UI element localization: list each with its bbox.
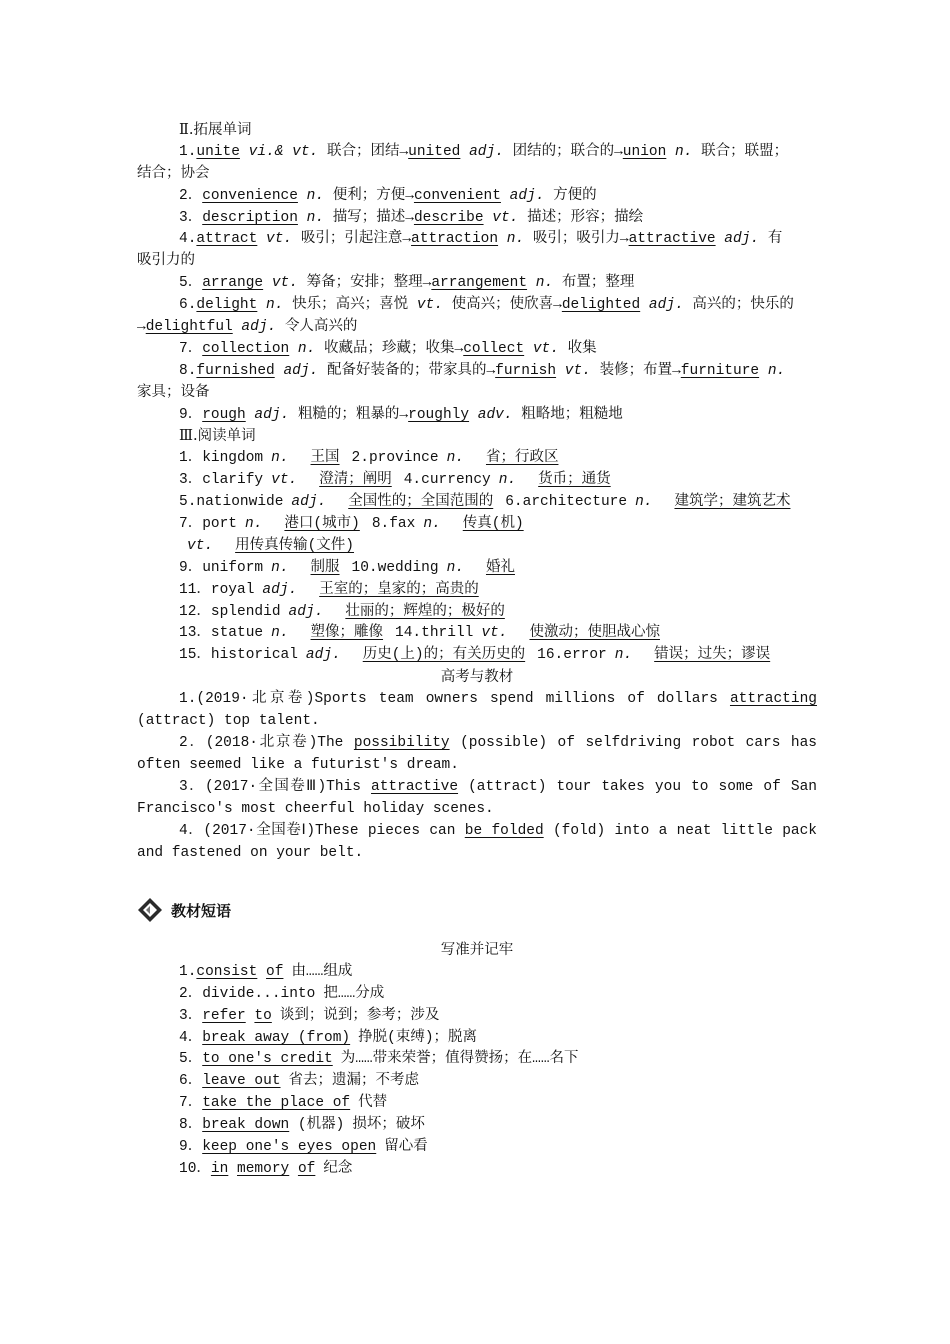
phrase-num: 8． [179,1117,203,1134]
read-ans: 错误；过失；谬误 [654,647,771,664]
read-pos: adj. [305,647,341,664]
read-num: 1． [179,450,203,467]
phrase-meaning: 代替 [358,1095,388,1112]
read-num: 15． [179,647,211,664]
expand-item-8: 8.furnished adj. 配备好装备的；带家具的→furnish vt. 装修；布置→furniture n. [179,362,786,379]
read-num: 16. [537,647,564,664]
expand-item-2: 2．convenience n. 便利；方便→convenient adj. 方便的 [179,187,597,204]
gaokao-heading: 高考与教材 [440,669,514,686]
phrase-meaning: 纪念 [323,1160,353,1177]
read-pos: n. [423,516,441,533]
phrase-list [137,962,817,1181]
phrase-meaning: 挣脱(束缚)；脱离 [358,1029,478,1046]
read-ans: 塑像；雕像 [310,625,384,642]
read-num: 13． [179,625,211,642]
read-word: historical [210,647,298,664]
read-row [137,448,817,470]
read-pos: n. [614,647,633,664]
expand-item-5: 5．arrange vt. 筹备；安排；整理→arrangement n. 布置；整理 [179,275,635,292]
phrase-meaning: 谈到；说到；参考；涉及 [279,1007,440,1024]
read-num: 7． [179,516,203,533]
vocab-page [137,120,817,864]
gaokao-item-2: 2．(2018·北京卷)The possibility (possible) of selfdriving robot cars has often seemed like a futurist's dream. [137,734,818,773]
read-ans: 王室的；皇家的；高贵的 [319,581,479,598]
read-word-entry [179,580,479,602]
phrase-num: 3． [179,1007,203,1024]
phrase-text: break away (from) [202,1029,351,1046]
read-word: uniform [202,559,264,576]
phrases-subheading: 写准并记牢 [440,942,514,958]
read-word-entry [404,470,611,492]
gaokao-item-3: 3．(2017·全国卷Ⅲ)This attractive (attract) tour takes you to some of San Francisco's most cheerful holiday scenes. [137,778,817,817]
phrase-text [289,1161,298,1177]
expand-item-9: 9．rough adj. 粗糙的；粗暴的→roughly adv. 粗略地；粗糙地 [179,406,623,423]
read-num: 9． [179,559,203,576]
phrase-num: 4． [179,1029,203,1046]
phrase-text: (机器) [289,1117,345,1134]
read-num: 11． [179,581,211,598]
phrase-num: 9． [179,1139,203,1156]
phrase-meaning: 由……组成 [291,963,353,980]
read-pos: adj. [291,494,327,511]
read-pos: n. [271,559,289,576]
phrase-item [137,1137,817,1159]
read-ans: 全国性的；全国范围的 [348,494,494,511]
read-pos: n. [446,559,464,576]
read-word-entry [179,470,392,492]
read-row [137,492,817,514]
read-word-entry [179,448,340,470]
read-num: 6. [505,494,523,511]
read-word-entry [372,514,524,536]
expand-item-4: 4.attract vt. 吸引；引起注意→attraction n. 吸引；吸引力→attractive adj. 有 [179,231,783,248]
phrase-meaning: 为……带来荣誉；值得赞扬；在……名下 [340,1051,579,1068]
phrase-num: 6． [179,1073,203,1090]
read-ans: 壮丽的；辉煌的；极好的 [345,603,505,620]
phrase-num: 1. [179,963,197,980]
read-num: 10. [351,559,378,576]
read-num: 4. [403,472,422,489]
expand-heading: Ⅱ.拓展单词 [179,122,252,138]
phrase-item [137,1071,817,1093]
phrase-meaning: 留心看 [384,1139,428,1156]
read-word: province [368,450,439,467]
read-word: thrill [421,625,474,642]
read-pos: n. [446,450,464,467]
phrase-text: consist [196,963,258,980]
section-title: 教材短语 [171,901,232,920]
read-word: currency [421,472,491,489]
read-word: kingdom [202,450,264,467]
phrase-text: of [266,963,284,980]
read-row [137,645,817,667]
read-word-entry [352,448,559,470]
read-pos: vt. [187,537,214,554]
phrase-item [137,1093,817,1115]
phrase-text: to one's credit [202,1051,333,1068]
read-ans: 使激动；使胆战心惊 [529,625,660,642]
read-ans: 历史(上)的；有关历史的 [362,647,526,664]
phrase-text [257,964,266,980]
expand-item-8-cont: 家具；设备 [137,384,210,401]
read-word: clarify [202,472,264,489]
read-pos: vt. [271,472,298,489]
read-word: nationwide [196,494,284,511]
read-num: 5. [179,494,197,511]
phrase-text: to [254,1007,272,1024]
phrase-text: in [210,1160,229,1177]
phrases-block [137,940,817,1181]
phrase-meaning: 省去；遗漏；不考虑 [288,1073,420,1090]
read-row [137,514,817,536]
phrase-meaning: 把……分成 [323,985,385,1002]
read-row [137,623,817,645]
read-row [137,558,817,580]
read-heading: Ⅲ.阅读单词 [179,428,256,445]
phrase-text: refer [202,1007,246,1024]
read-num: 12． [179,603,211,620]
read-num: 3． [179,472,203,489]
expand-item-6: 6.delight n. 快乐；高兴；喜悦 vt. 使高兴；使欣喜→delighted adj. 高兴的；快乐的 [179,297,794,314]
expand-item-1-cont: 结合；协会 [137,165,210,182]
read-ans: 澄清；阐明 [319,472,392,489]
read-pos: n. [245,516,263,533]
read-word-entry [179,645,525,667]
phrase-text: leave out [202,1073,281,1090]
read-word-entry [537,645,770,667]
read-word: fax [389,516,416,533]
read-ans: 传真(机) [462,516,524,533]
read-word: architecture [522,494,628,511]
read-word-entry [179,514,360,536]
phrase-item [137,1049,817,1071]
read-ans: 用传真传输(文件) [235,537,355,554]
expand-item-1: 1.unite vi.& vt. 联合；团结→united adj. 团结的；联合的→union n. 联合；联盟； [179,143,789,160]
read-pos: n. [498,472,517,489]
read-word: port [202,516,238,533]
read-row [137,602,817,624]
read-row [137,580,817,602]
expand-item-3: 3．description n. 描写；描述→describe vt. 描述；形容；描绘 [179,209,644,226]
read-ans: 建筑学；建筑艺术 [674,494,791,511]
read-pos: adj. [288,603,324,620]
phrase-text: take the place of [202,1095,351,1112]
read-word: royal [210,581,255,598]
expand-item-6-cont: →delightful adj. 令人高兴的 [137,319,358,336]
read-word: splendid [210,603,281,620]
phrase-text: of [297,1160,316,1177]
expand-item-4-cont: 吸引力的 [137,253,195,270]
read-ans: 制服 [310,559,340,576]
read-num: 14. [395,625,422,642]
read-ans: 婚礼 [485,559,515,576]
diamond-section-icon [137,897,163,923]
read-ans: 港口(城市) [284,516,360,533]
phrase-item [137,1115,817,1137]
gaokao-item-4: 4．(2017·全国卷Ⅰ)These pieces can be folded (fold) into a neat little pack and fastened on your belt. [137,822,817,861]
read-word-entry [179,623,383,645]
read-ans: 货币；通货 [538,472,611,489]
read-pos: n. [271,625,289,642]
read-word-list [137,448,817,667]
phrase-item [137,1159,817,1181]
read-pos: adj. [262,581,298,598]
phrase-item [137,1006,817,1028]
read-word: wedding [377,559,439,576]
expand-item-7: 7．collection n. 收藏品；珍藏；收集→collect vt. 收集 [179,340,597,357]
phrase-num: 10． [179,1160,211,1177]
phrase-text: break down [202,1117,290,1134]
phrase-item [137,984,817,1006]
read-num: 8. [371,516,390,533]
phrase-num: 2． [179,985,203,1002]
read-pos: vt. [481,625,508,642]
read-word-entry [352,558,515,580]
read-pos: n. [271,450,289,467]
read-word: error [563,647,607,664]
read-word: statue [210,625,264,642]
phrase-meaning: 损坏；破坏 [352,1117,425,1134]
phrase-num: 5． [179,1051,203,1068]
read-word-entry [179,536,354,558]
phrase-item [137,962,817,984]
read-row [137,470,817,492]
read-word-entry [179,558,340,580]
phrase-text: memory [237,1160,290,1177]
phrase-num: 7． [179,1095,203,1112]
read-word-entry [179,492,493,514]
read-word-entry [505,492,790,514]
read-word-entry [179,602,505,624]
gaokao-item-1: 1.(2019·北京卷)Sports team owners spend millions of dollars attracting (attract) top talent. [137,691,817,730]
section-header-phrases [137,893,231,927]
read-row [137,536,817,558]
read-ans: 王国 [310,450,340,467]
phrase-item [137,1028,817,1050]
phrase-text [228,1161,237,1177]
phrase-text: divide...into [202,985,316,1002]
phrase-text: keep one's eyes open [202,1139,377,1156]
read-word-entry [395,623,660,645]
read-pos: n. [635,494,653,511]
read-ans: 省；行政区 [485,450,559,467]
read-num: 2. [351,450,369,467]
